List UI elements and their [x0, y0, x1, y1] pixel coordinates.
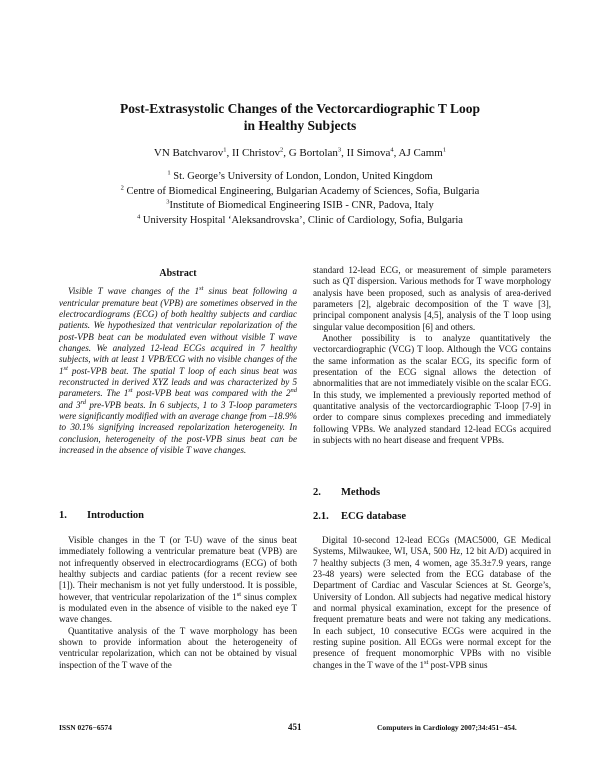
methods-body: [313, 535, 551, 671]
subsection-heading-ecg-database: 2.1. ECG database: [313, 511, 407, 522]
abstract-heading: Abstract: [159, 268, 197, 279]
footer-page-number: 451: [288, 722, 302, 732]
title-line-2: in Healthy Subjects: [243, 118, 357, 133]
section-heading-methods: 2. Methods: [313, 487, 381, 498]
author-list: [0, 147, 600, 159]
paragraph: Quantitative analysis of the T wave morphology has been shown to provide information about the heterogeneity of ventricular repolarization, which can not be obtained by visual inspection of the T wave of the: [59, 625, 297, 670]
section-heading-introduction: 1. Introduction: [59, 510, 144, 521]
abstract: [59, 268, 297, 457]
author: II Simova$^4$,: [346, 146, 399, 159]
author: AJ Camm$^1$: [398, 146, 447, 159]
author: VN Batchvarov$^1$,: [153, 146, 232, 159]
paper-title: [0, 100, 600, 134]
affiliation: $^4$ University Hospital ‘Aleksandrovska’, Clinic of Cardiology, Sofia, Bulgaria: [137, 213, 463, 226]
affiliation-list: [0, 170, 600, 228]
footer-issn: ISSN 0276−6574: [59, 723, 112, 732]
author: II Christov$^2$,: [231, 146, 289, 159]
affiliation: $^1$ St. George’s University of London, London, United Kingdom: [167, 169, 433, 182]
paragraph: standard 12-lead ECG, or measurement of simple parameters such as QT dispersion. Various methods for T wave morphology analysis have been proposed, such as analysis of area-derived parameters [2], algebraic decomposition of the T wave [3], principal component analysis [4,5], analysis of the T loop using singular value decomposition [6] and others.: [313, 265, 551, 332]
paragraph: Digital 10-second 12-lead ECGs (MAC5000, GE Medical Systems, Milwaukee, WI, USA, 500 Hz, 12 bit A/D) acquired in 7 healthy subjects (3 men, 4 women, age 35.3±7.9 years, range 23-48 years) were selected from the ECG database of the Department of Cardiac and Vascular Sciences at St. George’s, University of London. All subjects had negative medical history and normal physical examination, except for the presence of frequent premature beats and were not taking any medications. In each subject, 10 consecutive ECGs were acquired in the resting supine position. All ECGs were normal except for the presence of frequent monomorphic VPBs with no visible changes in the T wave of the 1st post-VPB sinus: [313, 535, 551, 670]
paragraph: Another possibility is to analyze quantitatively the vectorcardiographic (VCG) T loop. Although the VCG contains the same information as the scalar ECG, its specific form of presentation of the ECG signal allows the detection of abnormalities that are not immediately visible on the scalar ECG. In this study, we implemented a previously reported method of quantitative analysis of the vectorcardiographic T-loop [7-9] in order to compare sinus complexes preceding and immediately following VPBs. We analyzed standard 12-lead ECGs acquired in subjects with no heart disease and frequent VPBs.: [313, 333, 551, 446]
footer-journal: Computers in Cardiology 2007;34:451−454.: [377, 723, 517, 732]
abstract-text: Visible T wave changes of the 1st sinus beat following a ventricular premature beat (VPB) are sometimes observed in the electrocardiograms (ECG) of both healthy subjects and cardiac patients. We hypothesized that ventricular repolarization of the post-VPB beat can be modulated even without visible T wave changes. We analyzed 12-lead ECGs acquired in 7 healthy subjects, with at least 1 VPB/ECG with no visible changes of the 1st post-VPB beat. The spatial T loop of each sinus beat was reconstructed in derived XYZ leads and was characterized by 5 parameters. The 1st post-VPB beat was compared with the 2nd and 3rd pre-VPB beats. In 6 subjects, 1 to 3 T-loop parameters were significantly modified with an average change from –18.9% to 30.1% signifying increased repolarization heterogeneity. In conclusion, heterogeneity of the post-VPB sinus beat can be increased in the absence of visible T wave changes.: [59, 285, 298, 456]
paragraph: Visible changes in the T (or T-U) wave of the sinus beat immediately following a ventricular premature beat (VPB) are not infrequently observed in electrocardiograms (ECG) of both healthy subjects and cardiac patients (for a recent review see [1]). Their mechanism is not yet fully understood. It is possible, however, that ventricular repolarization of the 1st sinus complex is modulated even in the absence of visible to the naked eye T wave changes.: [59, 535, 298, 625]
intro-continuation: [313, 265, 551, 447]
title-line-1: Post-Extrasystolic Changes of the Vectorcardiographic T Loop: [120, 101, 480, 116]
author: G Bortolan$^3$,: [288, 146, 347, 159]
affiliation: $^2$ Centre of Biomedical Engineering, Bulgarian Academy of Sciences, Sofia, Bulgaria: [120, 184, 480, 197]
introduction-body: [59, 535, 297, 671]
affiliation: $^3$Institute of Biomedical Engineering ISIB - CNR, Padova, Italy: [166, 198, 434, 212]
